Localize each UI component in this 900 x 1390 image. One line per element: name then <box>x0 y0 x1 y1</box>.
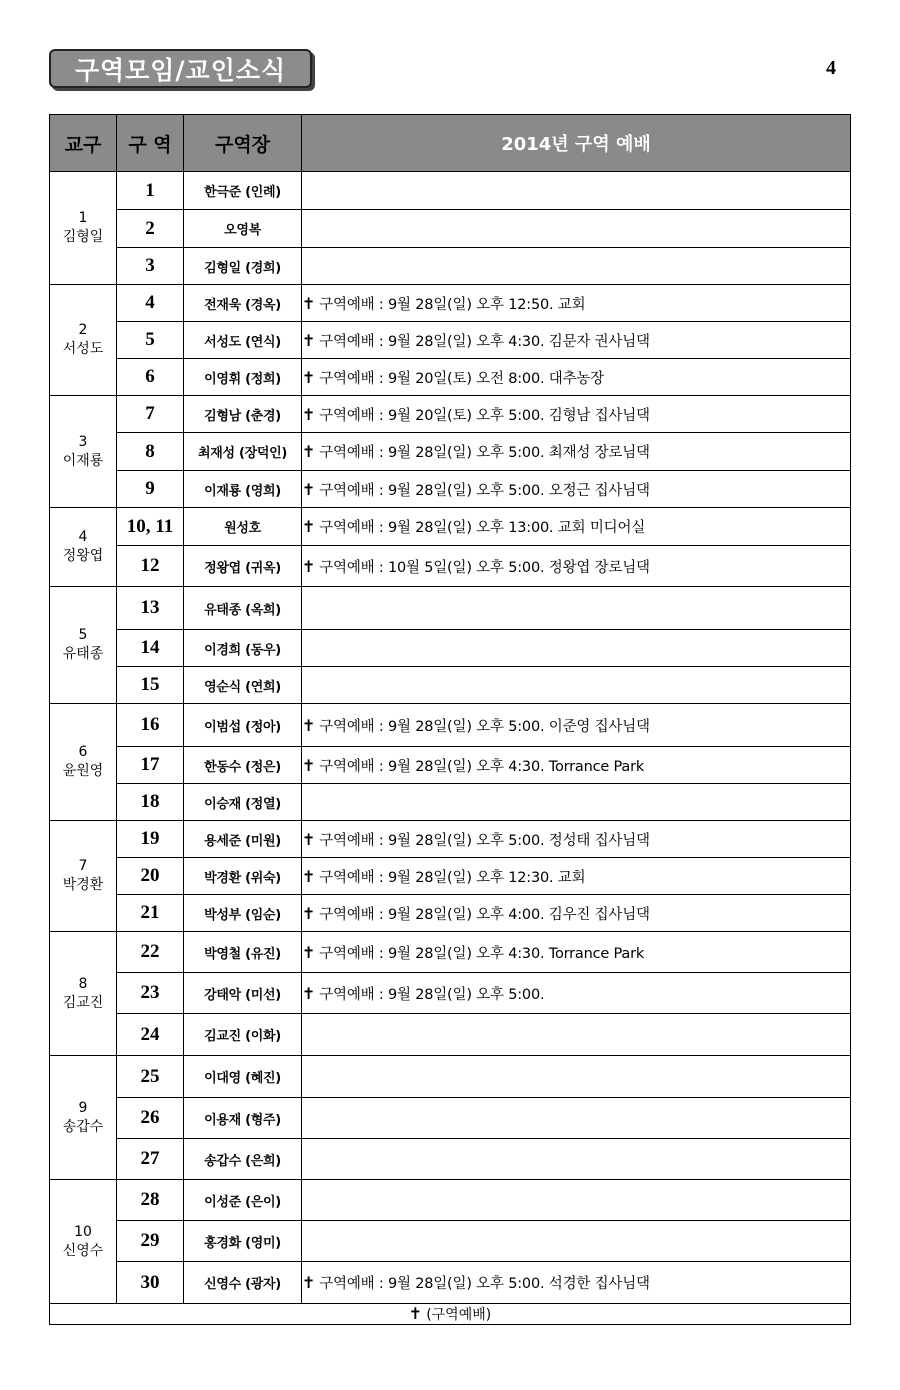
area-number: 5 <box>117 322 184 359</box>
cross-icon: ✝ <box>302 442 316 461</box>
area-number: 14 <box>117 630 184 667</box>
service-cell <box>302 1262 851 1304</box>
area-number: 23 <box>117 973 184 1014</box>
area-number: 28 <box>117 1180 184 1221</box>
cross-icon: ✝ <box>302 556 316 576</box>
area-number: 26 <box>117 1098 184 1139</box>
district-leader-name: 윤원영 <box>62 763 104 779</box>
service-cell <box>302 1056 851 1098</box>
district-leader-name: 송갑수 <box>62 1118 104 1135</box>
service-info: 구역예배 : 9월 28일(일) 오후 4:30. Torrance Park <box>319 758 645 775</box>
area-number: 13 <box>117 587 184 630</box>
area-leader: 서성도 (연식) <box>184 322 302 359</box>
district-cell <box>50 587 117 704</box>
district-leader-name: 김교진 <box>62 994 104 1011</box>
district-leader-name: 박경환 <box>62 877 104 893</box>
table-row <box>50 1180 851 1221</box>
table-row <box>50 667 851 704</box>
service-cell <box>302 546 851 587</box>
area-number: 10, 11 <box>117 508 184 546</box>
cross-icon: ✝ <box>302 517 316 536</box>
area-number: 6 <box>117 359 184 396</box>
district-number: 10 <box>74 1223 92 1240</box>
area-leader: 이범섭 (정아) <box>184 704 302 747</box>
area-number: 9 <box>117 471 184 508</box>
service-info: 구역예배 : 9월 28일(일) 오후 4:00. 김우진 집사님댁 <box>319 906 650 923</box>
district-cell <box>50 172 117 285</box>
cross-icon: ✝ <box>302 404 316 424</box>
area-number: 18 <box>117 784 184 821</box>
service-cell <box>302 433 851 471</box>
footnote <box>50 1304 851 1325</box>
area-number: 16 <box>117 704 184 747</box>
cross-icon: ✝ <box>302 829 316 849</box>
district-service-table <box>49 114 851 1325</box>
cross-icon: ✝ <box>302 715 316 735</box>
service-info: 구역예배 : 9월 28일(일) 오후 5:00. <box>319 986 545 1003</box>
district-number: 3 <box>78 433 88 450</box>
service-cell <box>302 747 851 784</box>
area-number: 25 <box>117 1056 184 1098</box>
table-row <box>50 932 851 973</box>
area-leader: 송갑수 (은희) <box>184 1139 302 1180</box>
district-number: 9 <box>78 1099 88 1116</box>
area-leader: 한극준 (인례) <box>184 172 302 210</box>
area-leader: 김교진 (이화) <box>184 1014 302 1056</box>
district-cell <box>50 932 117 1056</box>
area-number: 3 <box>117 248 184 285</box>
service-cell <box>302 1139 851 1180</box>
service-info: 구역예배 : 9월 28일(일) 오후 5:00. 이준영 집사님댁 <box>319 718 650 735</box>
service-info: 구역예배 : 9월 28일(일) 오후 12:50. 교회 <box>319 296 586 313</box>
service-cell <box>302 210 851 248</box>
service-cell <box>302 248 851 285</box>
table-row <box>50 546 851 587</box>
service-cell <box>302 667 851 704</box>
area-leader: 이대영 (혜진) <box>184 1056 302 1098</box>
table-row <box>50 433 851 471</box>
table-row <box>50 784 851 821</box>
area-leader: 정왕엽 (귀옥) <box>184 546 302 587</box>
service-cell <box>302 471 851 508</box>
area-leader: 이용재 (형주) <box>184 1098 302 1139</box>
district-cell <box>50 1180 117 1304</box>
header-leader: 구역장 <box>184 115 302 172</box>
area-leader: 오영복 <box>184 210 302 248</box>
district-cell <box>50 704 117 821</box>
table-row <box>50 704 851 747</box>
service-cell <box>302 1098 851 1139</box>
area-leader: 전재욱 (경옥) <box>184 285 302 322</box>
service-info: 구역예배 : 10월 5일(일) 오후 5:00. 정왕엽 장로님댁 <box>319 559 650 576</box>
service-cell <box>302 704 851 747</box>
service-info: 구역예배 : 9월 28일(일) 오후 5:00. 최재성 장로님댁 <box>319 445 650 461</box>
district-cell <box>50 821 117 932</box>
area-leader: 박영철 (유진) <box>184 932 302 973</box>
service-cell <box>302 322 851 359</box>
area-leader: 박성부 (임순) <box>184 895 302 932</box>
area-number: 8 <box>117 433 184 471</box>
district-leader-name: 김형일 <box>62 229 104 245</box>
table-row <box>50 1262 851 1304</box>
district-leader-name: 서성도 <box>62 341 104 357</box>
area-leader: 김형일 (경희) <box>184 248 302 285</box>
area-leader: 유태종 (옥희) <box>184 587 302 630</box>
cross-icon: ✝ <box>302 330 316 350</box>
table-row <box>50 210 851 248</box>
area-number: 7 <box>117 396 184 433</box>
cross-icon: ✝ <box>302 367 316 387</box>
area-leader: 이영휘 (정희) <box>184 359 302 396</box>
area-number: 21 <box>117 895 184 932</box>
table-row <box>50 895 851 932</box>
table-row <box>50 587 851 630</box>
service-cell <box>302 932 851 973</box>
district-leader-name: 유태종 <box>62 646 104 662</box>
area-number: 30 <box>117 1262 184 1304</box>
table-header-row <box>50 115 851 172</box>
area-leader: 한동수 (정은) <box>184 747 302 784</box>
area-number: 17 <box>117 747 184 784</box>
service-info: 구역예배 : 9월 28일(일) 오후 4:30. Torrance Park <box>319 945 645 962</box>
district-number: 8 <box>78 975 88 992</box>
area-leader: 용세준 (미원) <box>184 821 302 858</box>
cross-icon: ✝ <box>302 479 316 499</box>
table-row <box>50 1139 851 1180</box>
area-number: 24 <box>117 1014 184 1056</box>
district-leader-name: 정왕엽 <box>62 548 104 564</box>
table-row <box>50 630 851 667</box>
area-leader: 강태악 (미선) <box>184 973 302 1014</box>
area-number: 27 <box>117 1139 184 1180</box>
table-row <box>50 747 851 784</box>
area-leader: 홍경화 (영미) <box>184 1221 302 1262</box>
area-leader: 김형남 (춘경) <box>184 396 302 433</box>
cross-icon: ✝ <box>302 1273 316 1292</box>
footnote-row <box>50 1304 851 1325</box>
section-title: 구역모임/교인소식 <box>49 49 312 88</box>
service-info: 구역예배 : 9월 28일(일) 오후 12:30. 교회 <box>319 869 586 886</box>
table-row <box>50 322 851 359</box>
area-number: 20 <box>117 858 184 895</box>
service-cell <box>302 285 851 322</box>
area-leader: 영순식 (연희) <box>184 667 302 704</box>
district-number: 6 <box>78 744 88 760</box>
district-cell <box>50 396 117 508</box>
header-district: 교구 <box>50 115 117 172</box>
area-number: 2 <box>117 210 184 248</box>
area-leader: 최재성 (장덕인) <box>184 433 302 471</box>
service-cell <box>302 359 851 396</box>
service-cell <box>302 1180 851 1221</box>
area-number: 12 <box>117 546 184 587</box>
district-number: 4 <box>78 529 88 545</box>
area-leader: 이재룡 (영희) <box>184 471 302 508</box>
area-number: 22 <box>117 932 184 973</box>
table-row <box>50 1221 851 1262</box>
footnote-text: (구역예배) <box>426 1307 492 1323</box>
table-row <box>50 471 851 508</box>
service-cell <box>302 973 851 1014</box>
area-number: 1 <box>117 172 184 210</box>
table-row <box>50 858 851 895</box>
service-cell <box>302 821 851 858</box>
table-row <box>50 248 851 285</box>
cross-icon: ✝ <box>302 903 316 923</box>
service-info: 구역예배 : 9월 28일(일) 오후 5:00. 오정근 집사님댁 <box>319 482 650 499</box>
area-leader: 박경환 (위숙) <box>184 858 302 895</box>
area-leader: 이승재 (정열) <box>184 784 302 821</box>
service-cell <box>302 396 851 433</box>
service-info: 구역예배 : 9월 20일(토) 오전 8:00. 대추농장 <box>319 370 605 387</box>
table-row <box>50 1056 851 1098</box>
table-row <box>50 973 851 1014</box>
district-cell <box>50 1056 117 1180</box>
table-row <box>50 1014 851 1056</box>
service-cell <box>302 172 851 210</box>
area-number: 4 <box>117 285 184 322</box>
cross-icon: ✝ <box>408 1304 423 1323</box>
service-info: 구역예배 : 9월 28일(일) 오후 4:30. 김문자 권사님댁 <box>319 333 650 350</box>
service-cell <box>302 1221 851 1262</box>
header-service: 2014년 구역 예배 <box>302 115 851 172</box>
district-number: 2 <box>78 322 88 338</box>
service-cell <box>302 508 851 546</box>
page-number: 4 <box>826 57 836 79</box>
service-cell <box>302 784 851 821</box>
area-number: 19 <box>117 821 184 858</box>
district-leader-name: 신영수 <box>62 1242 104 1259</box>
table-row <box>50 508 851 546</box>
cross-icon: ✝ <box>302 942 316 962</box>
district-cell <box>50 285 117 396</box>
table-row <box>50 172 851 210</box>
district-cell <box>50 508 117 587</box>
cross-icon: ✝ <box>302 293 316 313</box>
district-number: 1 <box>78 210 88 226</box>
service-cell <box>302 630 851 667</box>
service-cell <box>302 895 851 932</box>
area-leader: 이성준 (은이) <box>184 1180 302 1221</box>
service-cell <box>302 858 851 895</box>
service-info: 구역예배 : 9월 20일(토) 오후 5:00. 김형남 집사님댁 <box>319 407 650 424</box>
cross-icon: ✝ <box>302 866 316 886</box>
service-cell <box>302 1014 851 1056</box>
district-number: 7 <box>78 858 88 874</box>
table-row <box>50 285 851 322</box>
service-cell <box>302 587 851 630</box>
service-info: 구역예배 : 9월 28일(일) 오후 5:00. 석경한 집사님댁 <box>319 1276 650 1292</box>
district-number: 5 <box>78 627 88 643</box>
table-row <box>50 396 851 433</box>
table-row <box>50 359 851 396</box>
service-info: 구역예배 : 9월 28일(일) 오후 5:00. 정성태 집사님댁 <box>319 832 650 849</box>
cross-icon: ✝ <box>302 983 316 1003</box>
table-row <box>50 1098 851 1139</box>
table-row <box>50 821 851 858</box>
area-number: 15 <box>117 667 184 704</box>
district-leader-name: 이재룡 <box>62 452 104 469</box>
header-area: 구 역 <box>117 115 184 172</box>
area-leader: 원성호 <box>184 508 302 546</box>
cross-icon: ✝ <box>302 755 316 775</box>
service-info: 구역예배 : 9월 28일(일) 오후 13:00. 교회 미디어실 <box>319 520 646 536</box>
area-number: 29 <box>117 1221 184 1262</box>
area-leader: 신영수 (광자) <box>184 1262 302 1304</box>
area-leader: 이경희 (동우) <box>184 630 302 667</box>
